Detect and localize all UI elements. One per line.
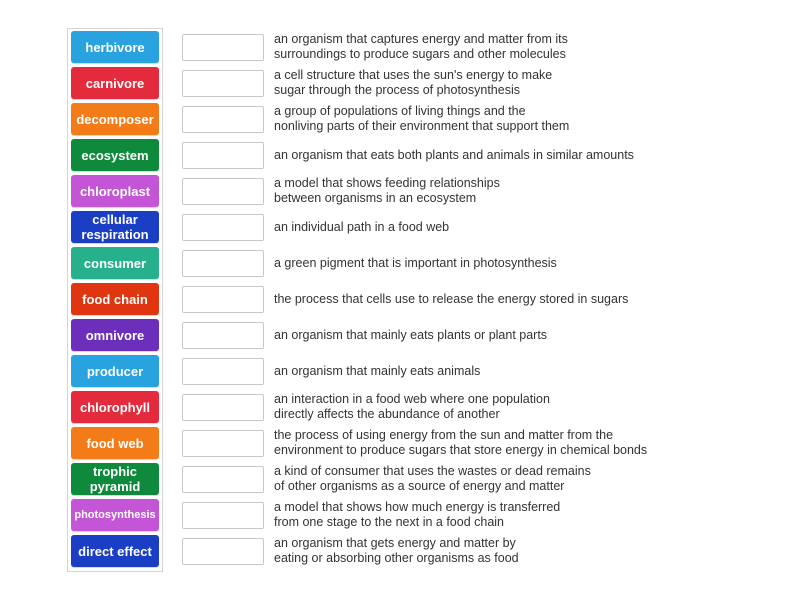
answer-drop-slot[interactable] (182, 538, 264, 565)
term-tile[interactable]: carnivore (71, 67, 159, 99)
definition-text (274, 173, 774, 209)
term-tile[interactable]: cellular respiration (71, 211, 159, 243)
term-tile[interactable]: chloroplast (71, 175, 159, 207)
term-tile[interactable]: trophic pyramid (71, 463, 159, 495)
definition-text (274, 245, 774, 281)
definition-label: an organism that mainly eats plants or plant parts (274, 327, 548, 342)
answer-drop-slot[interactable] (182, 502, 264, 529)
term-tile[interactable]: decomposer (71, 103, 159, 135)
answer-drop-slot[interactable] (182, 430, 264, 457)
definition-text (274, 101, 774, 137)
term-tile[interactable]: herbivore (71, 31, 159, 63)
definition-text (274, 497, 774, 533)
definition-text (274, 65, 774, 101)
term-tile[interactable]: producer (71, 355, 159, 387)
definition-text (274, 389, 774, 425)
answer-drop-slot[interactable] (182, 214, 264, 241)
definition-label: a model that shows feeding relationships between organisms in an ecosystem (274, 176, 500, 205)
definition-text (274, 353, 774, 389)
answer-drop-slot[interactable] (182, 106, 264, 133)
definition-label: an individual path in a food web (274, 219, 450, 234)
answer-drop-slot[interactable] (182, 466, 264, 493)
definition-label: a green pigment that is important in photosynthesis (274, 255, 557, 270)
answer-drop-slot[interactable] (182, 322, 264, 349)
definition-label: an interaction in a food web where one population directly affects the abundance of another (274, 392, 550, 421)
definition-label: an organism that captures energy and matter from its surroundings to produce sugars and other molecules (274, 32, 568, 61)
definition-text (274, 29, 774, 65)
definition-text (274, 317, 774, 353)
definition-text (274, 461, 774, 497)
answer-drop-slot[interactable] (182, 286, 264, 313)
answer-drop-slot[interactable] (182, 70, 264, 97)
definition-text (274, 533, 774, 569)
term-tile[interactable]: omnivore (71, 319, 159, 351)
definition-label: the process of using energy from the sun and matter from the environment to produce sugars that store energy in chemical bonds (274, 428, 648, 457)
term-tile[interactable]: ecosystem (71, 139, 159, 171)
term-tile[interactable]: food chain (71, 283, 159, 315)
answer-drop-slot[interactable] (182, 178, 264, 205)
definition-label: an organism that mainly eats animals (274, 363, 481, 378)
term-tile[interactable]: consumer (71, 247, 159, 279)
definition-label: the process that cells use to release the energy stored in sugars (274, 291, 629, 306)
definition-label: a cell structure that uses the sun's energy to make sugar through the process of photosynthesis (274, 68, 553, 97)
definition-label: an organism that gets energy and matter by eating or absorbing other organisms as food (274, 536, 519, 565)
definition-text (274, 209, 774, 245)
answer-drop-slot[interactable] (182, 358, 264, 385)
definition-text (274, 137, 774, 173)
answer-drop-slot[interactable] (182, 394, 264, 421)
answer-drop-slot[interactable] (182, 142, 264, 169)
definition-label: a kind of consumer that uses the wastes or dead remains of other organisms as a source of energy and matter (274, 464, 591, 493)
term-tile[interactable]: direct effect (71, 535, 159, 567)
definition-label: a group of populations of living things and the nonliving parts of their environment that support them (274, 104, 570, 133)
term-tile[interactable]: chlorophyll (71, 391, 159, 423)
definition-text (274, 281, 774, 317)
answer-drop-slot[interactable] (182, 250, 264, 277)
term-tile[interactable]: photosynthesis (71, 499, 159, 531)
definition-label: a model that shows how much energy is transferred from one stage to the next in a food chain (274, 500, 561, 529)
term-tile[interactable]: food web (71, 427, 159, 459)
definition-text (274, 425, 774, 461)
answer-drop-slot[interactable] (182, 34, 264, 61)
definition-label: an organism that eats both plants and animals in similar amounts (274, 147, 634, 162)
